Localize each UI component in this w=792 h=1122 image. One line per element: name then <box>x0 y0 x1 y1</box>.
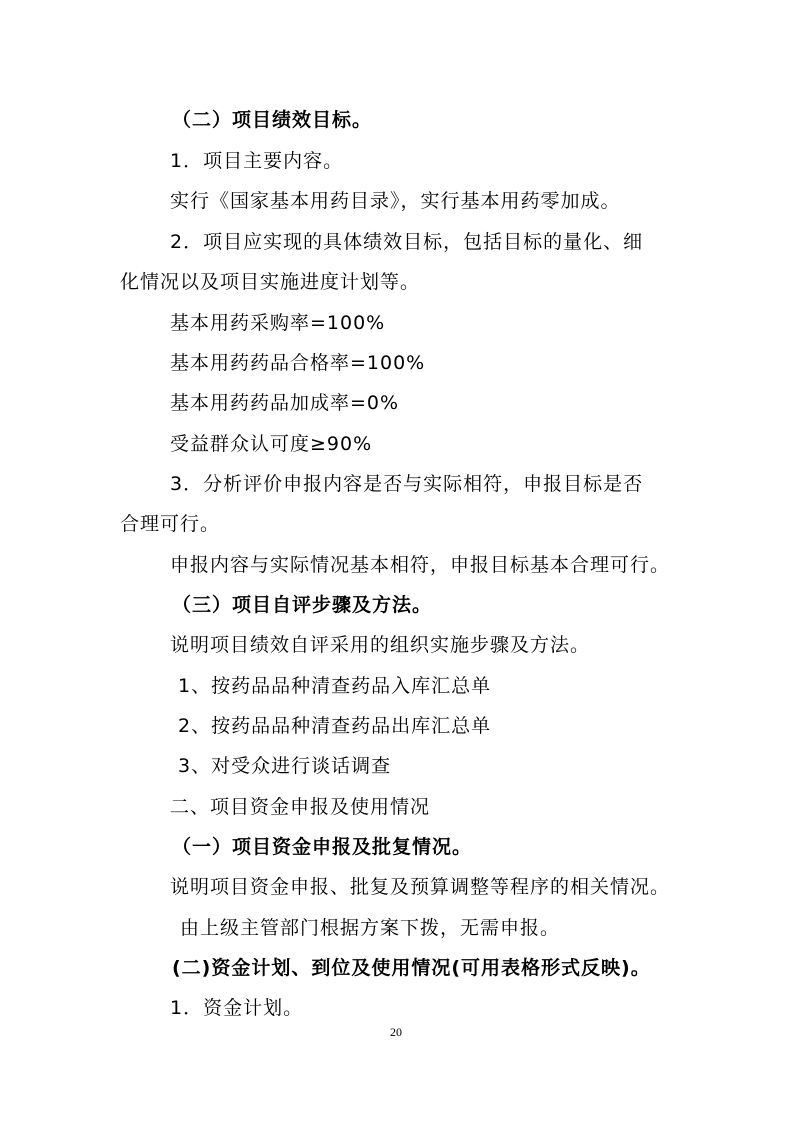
heading-performance-goals: （二）项目绩效目标。 <box>172 109 373 131</box>
metric-satisfaction: 受益群众认可度≥90% <box>170 433 373 455</box>
list-item-step1: 1、按药品品种清查药品入库汇总单 <box>178 675 492 697</box>
paragraph-main-content-title: 1．项目主要内容。 <box>170 150 344 172</box>
paragraph-fund-desc: 说明项目资金申报、批复及预算调整等程序的相关情况。 <box>170 876 671 898</box>
list-item-step2: 2、按药品品种清查药品出库汇总单 <box>178 715 492 737</box>
page-number: 20 <box>390 1025 402 1039</box>
heading-self-evaluation: （三）项目自评步骤及方法。 <box>172 594 433 616</box>
paragraph-analysis-line1: 3．分析评价申报内容是否与实际相符，申报目标是否 <box>170 473 644 495</box>
paragraph-goals-title-line2: 化情况以及项目实施进度计划等。 <box>120 271 421 293</box>
section-heading-funds: 二、项目资金申报及使用情况 <box>170 796 431 818</box>
list-item-step3: 3、对受众进行谈话调查 <box>178 755 392 777</box>
metric-quality-rate: 基本用药药品合格率=100% <box>170 352 426 374</box>
paragraph-main-content: 实行《国家基本用药目录》，实行基本用药零加成。 <box>170 190 621 212</box>
paragraph-self-eval-desc: 说明项目绩效自评采用的组织实施步骤及方法。 <box>170 634 591 656</box>
paragraph-fund-plan-title: 1．资金计划。 <box>170 997 304 1019</box>
paragraph-goals-title-line1: 2．项目应实现的具体绩效目标，包括目标的量化、细 <box>170 231 644 253</box>
paragraph-analysis-line2: 合理可行。 <box>120 513 221 535</box>
paragraph-analysis-result: 申报内容与实际情况基本相符，申报目标基本合理可行。 <box>170 554 671 576</box>
metric-purchase-rate: 基本用药采购率=100% <box>170 312 386 334</box>
heading-fund-plan: (二)资金计划、到位及使用情况(可用表格形式反映)。 <box>172 957 651 979</box>
paragraph-fund-result: 由上级主管部门根据方案下拨，无需申报。 <box>180 917 561 939</box>
heading-fund-approval: （一）项目资金申报及批复情况。 <box>172 836 473 858</box>
metric-markup-rate: 基本用药药品加成率=0% <box>170 392 400 414</box>
